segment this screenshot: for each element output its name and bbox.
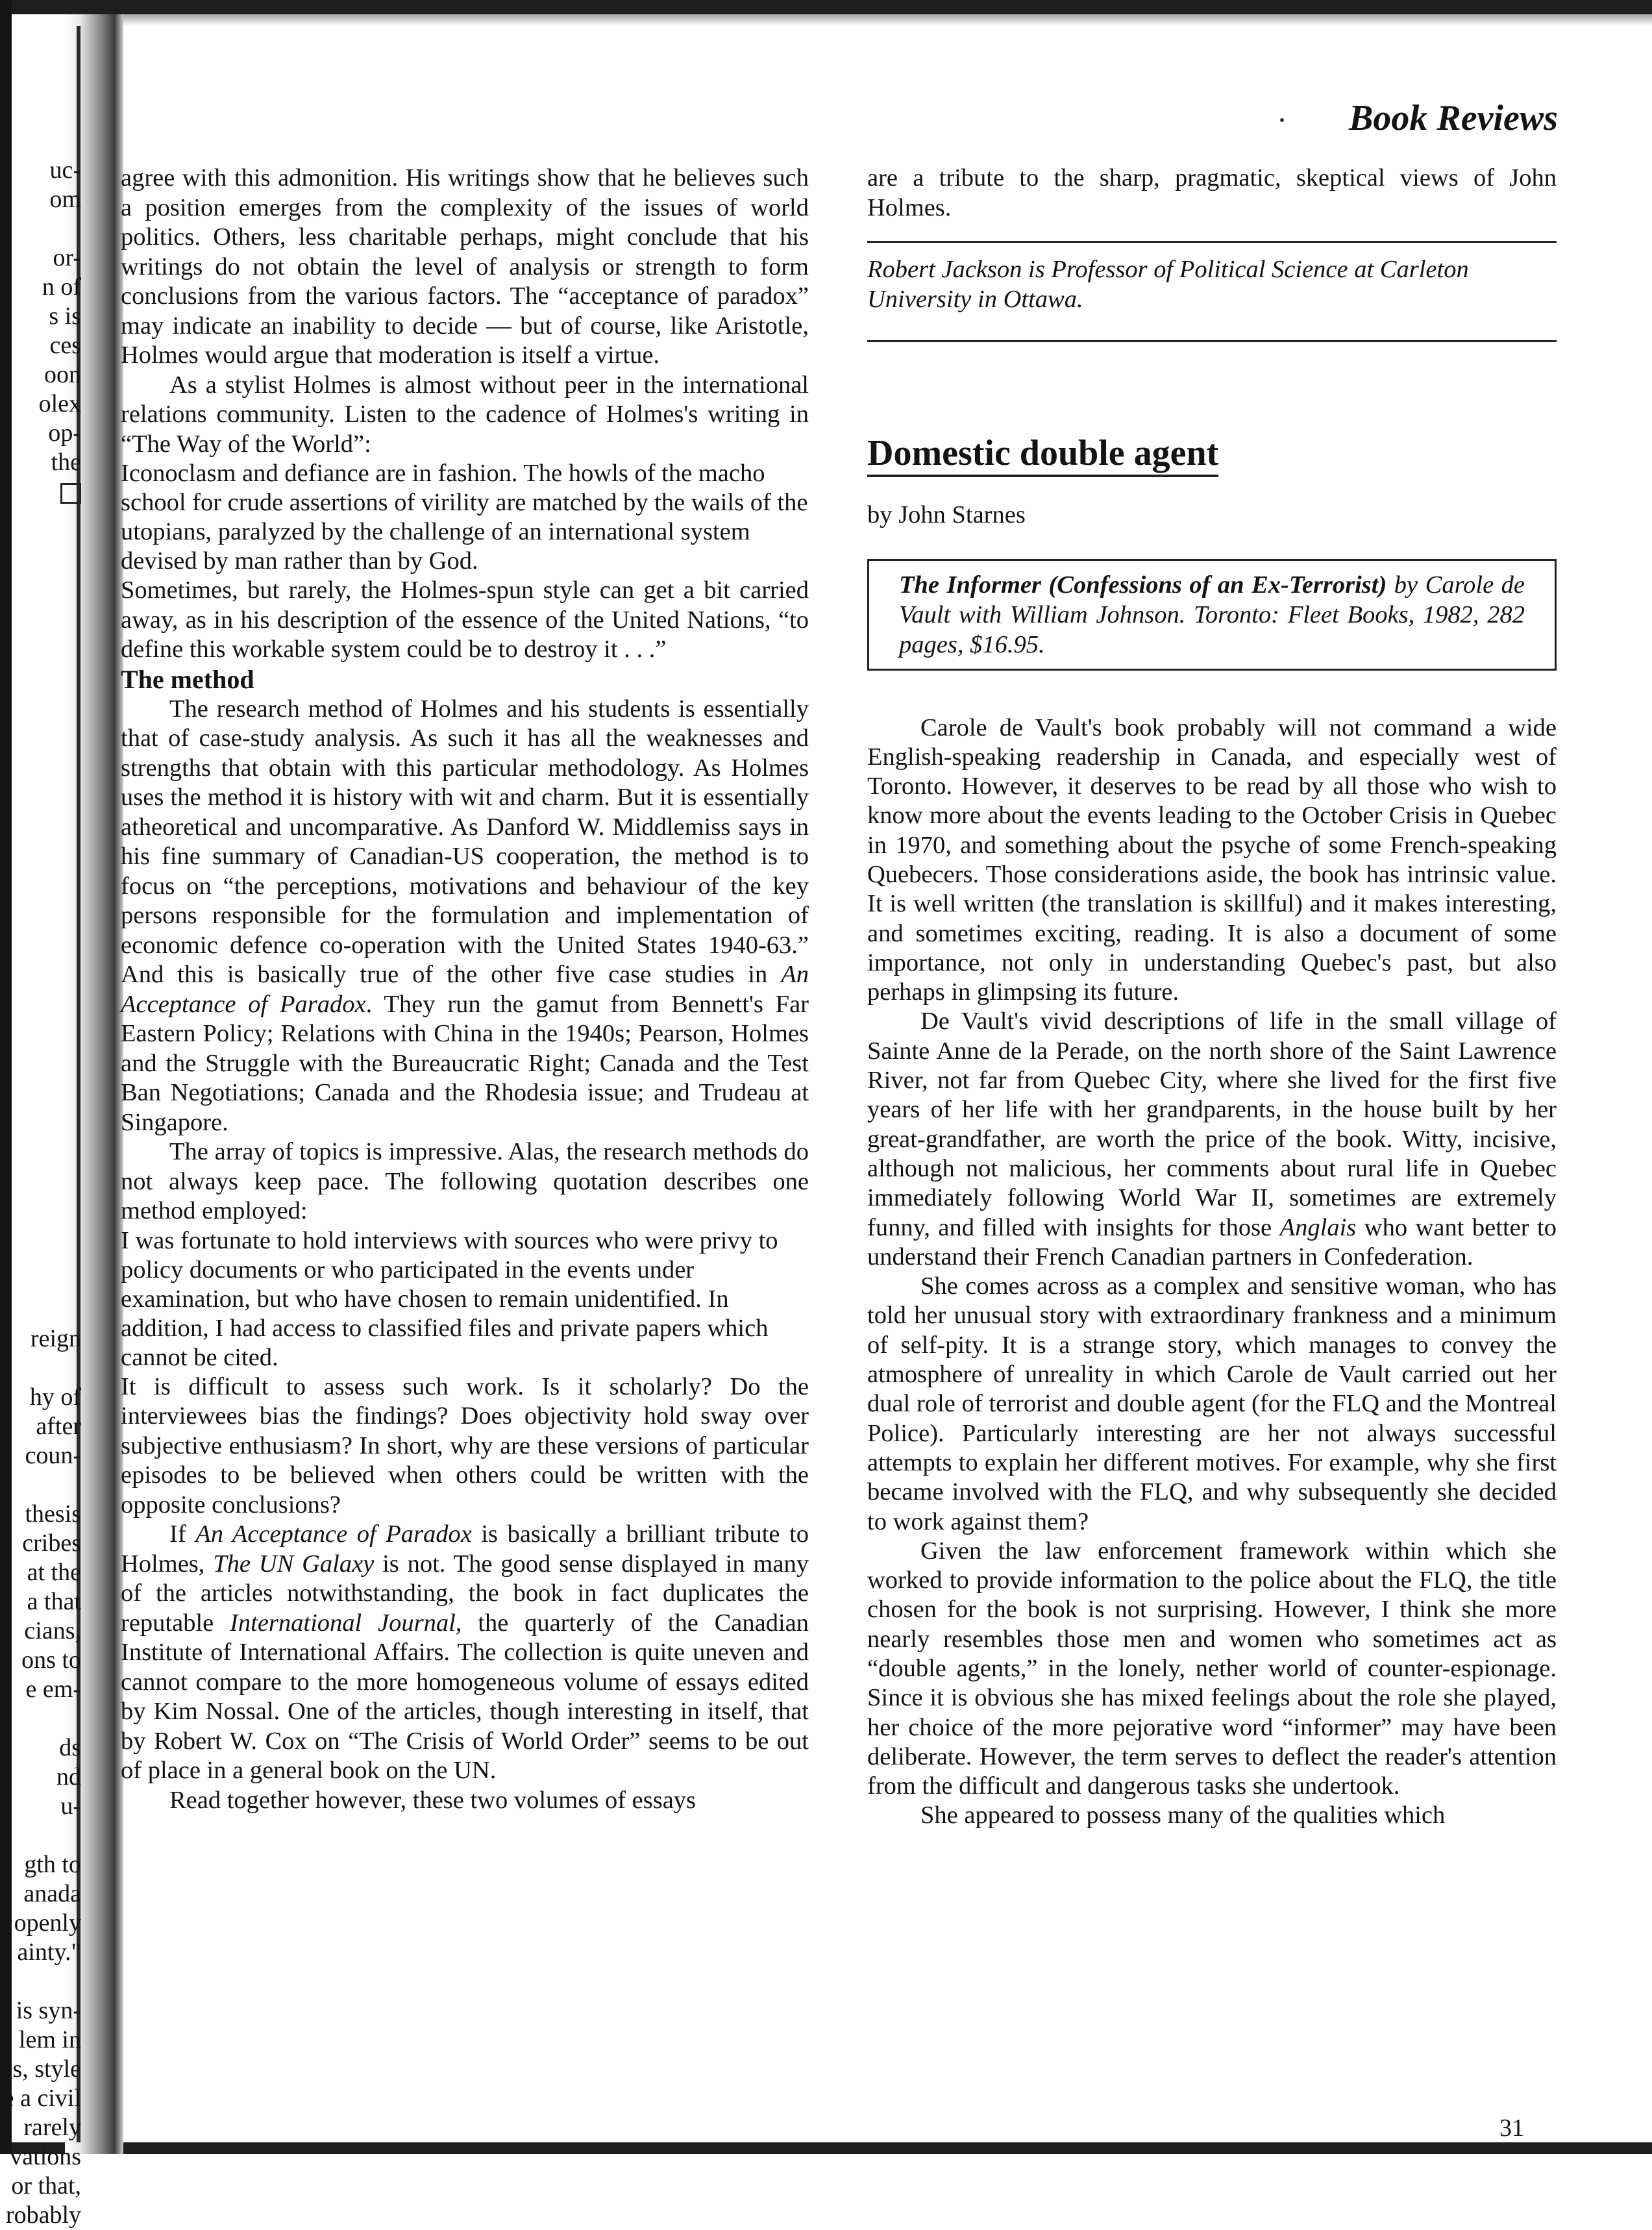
article-title-block <box>867 432 1218 477</box>
prev-page-fragment: op- <box>48 419 81 447</box>
prev-page-fragment: uc- <box>49 156 81 184</box>
prev-page-fragment: lem in <box>18 2026 81 2053</box>
paragraph: The research method of Holmes and his students is essentially that of case-study analysis. As such it has all the weaknesses and strengths that obtain with this particular methodology. As Holmes uses the method it is history with wit and charm. But it is essentially atheoretical and uncomparative. As Danford W. Middlemiss says in his fine summary of Canadian-US cooperation, the method is to focus on “the perceptions, motivations and behaviour of the key persons responsible for the formulation and implementation of economic defence co-operation with the United States 1940-63.” And this is basically true of the other five case studies in An Acceptance of Paradox. They run the gamut from Bennett's Far Eastern Policy; Relations with China in the 1940s; Pearson, Holmes and the Struggle with the Bureaucratic Right; Canada and the Test Ban Negotiations; Canada and the Rhodesia issue; and Trudeau at Singapore. <box>121 695 809 1136</box>
paragraph: De Vault's vivid descriptions of life in the small village of Sainte Anne de la Perade, on the north shore of the Saint Lawrence River, not far from Quebec City, where she lived for the first five years of her life with her grandparents, in the house built by her great-grandfather, are worth the price of the book. Witty, incisive, although not malicious, her comments about rural life in Quebec immediately following World War II, sometimes are extremely funny, and filled with insights for those Anglais who want better to understand their French Canadian partners in Confederation. <box>867 1008 1557 1270</box>
prev-page-fragment <box>0 652 81 682</box>
prev-page-fragment <box>0 565 81 594</box>
book-info-box <box>867 559 1557 671</box>
prev-page-fragment: e em- <box>25 1676 81 1703</box>
prev-page-fragment: om <box>49 186 81 213</box>
prev-page-fragment <box>0 769 81 799</box>
prev-page-fragment <box>0 1061 81 1091</box>
prev-page-fragment: oon <box>44 361 81 388</box>
prev-page-fragment: ons to <box>21 1646 81 1674</box>
prev-page-fragment <box>0 1208 81 1237</box>
paragraph: Carole de Vault's book probably will not command a wide English-speaking readership in Canada, and especially west of Toronto. However, it deserves to be read by all those who wish to know more about the events leading to the October Crisis in Quebec in 1970, and something about the psyche of some French-speaking Quebecers. Those considerations aside, the book has intrinsic value. It is well written (the translation is skillful) and it makes interesting, and sometimes exciting, reading. It is also a document of some importance, not only in understanding Quebec's past, but also perhaps in glimpsing its future. <box>867 713 1557 1006</box>
prev-page-fragment: nd <box>56 1763 81 1790</box>
prev-page-fragment: cians, <box>24 1617 81 1644</box>
prev-page-fragment: hy of <box>29 1383 81 1411</box>
prev-page-fragment <box>0 536 81 565</box>
prev-page-fragment <box>0 828 81 857</box>
prev-page-fragment <box>0 623 81 652</box>
paragraph: It is difficult to assess such work. Is it scholarly? Do the interviewees bias the findings? Does objectivity hold sway over subjective enthusiasm? In short, why are these versions of particular episodes to be believed when others could be written with the opposite conclusions? <box>121 1372 809 1518</box>
prev-page-fragment <box>0 1821 81 1850</box>
prev-page-fragment: the <box>51 449 81 476</box>
paragraph: agree with this admonition. His writings show that he believes such a position emerges from the complexity of the issues of world politics. Others, less charitable perhaps, might conclude that his writings do not obtain the level of analysis or strength to form conclusions from the various factors. The “acceptance of paradox” may indicate an inability to decide — but of course, like Aristotle, Holmes would argue that moderation is itself a virtue. <box>121 164 809 369</box>
prev-page-fragment: openly <box>14 1909 81 1937</box>
prev-page-fragment <box>0 1470 81 1500</box>
article-title: Domestic double agent <box>867 433 1219 473</box>
book-title-emphasis: An Acceptance of Paradox <box>121 961 809 1018</box>
prev-page-fragment <box>0 1120 81 1149</box>
prev-page-fragment: rarely <box>23 2114 81 2141</box>
prev-page-fragment <box>0 974 81 1003</box>
prev-page-fragment: ds <box>59 1734 81 1761</box>
prev-page-fragment <box>0 594 81 623</box>
block-quote: Iconoclasm and defiance are in fashion. The howls of the macho school for crude assertions of virility are matched by the wails of the utopians, paralyzed by the challenge of an international system devised by man rather than by God. <box>121 460 808 575</box>
prev-page-fragment <box>0 711 81 740</box>
prev-page-fragment <box>0 799 81 828</box>
book-details: by Carole de Vault with William Johnson. Toronto: Fleet Books, 1982, 282 pages, $16.95. <box>899 571 1525 658</box>
scan-top-shadow <box>104 14 1652 26</box>
paragraph: As a stylist Holmes is almost without peer in the international relations community. Listen to the cadence of Holmes's writing in “The Way of the World”: <box>121 371 809 458</box>
paragraph: If An Acceptance of Paradox is basically a brilliant tribute to Holmes, The UN Galaxy is not. The good sense displayed in many of the articles notwithstanding, the book in fact duplicates the reputable International Journal, the quarterly of the Canadian Institute of International Affairs. The collection is quite uneven and cannot compare to the more homogeneous volume of essays edited by Kim Nossal. One of the articles, though interesting in itself, that by Robert W. Cox on “The Crisis of World Order” seems to be out of place in a general book on the UN. <box>121 1520 809 1784</box>
previous-page-sliver <box>0 156 81 2229</box>
prev-page-fragment: is syn- <box>16 1997 81 2024</box>
section-header: Book Reviews <box>1349 98 1558 138</box>
paragraph: She comes across as a complex and sensitive woman, who has told her unusual story with extraordinary frankness and a minimum of self-pity. It is a strange story, which manages to convey the atmosphere of unreality in which Carole de Vault carried out her dual role of terrorist and double agent (for the FLQ and the Montreal Police). Particularly interesting are her not always successful attempts to explain her different motives. For example, why she first became involved with the FLQ, and why subsequently she decided to work against them? <box>867 1272 1557 1535</box>
book-title: The Informer (Confessions of an Ex-Terrorist) <box>899 571 1387 599</box>
end-of-article-box-icon <box>0 477 81 506</box>
prev-page-fragment: gth to <box>24 1851 81 1878</box>
prev-page-fragment: ainty." <box>17 1939 81 1966</box>
review-body <box>867 713 1557 1831</box>
prev-page-fragment <box>0 1704 81 1733</box>
prev-page-fragment: u- <box>60 1792 81 1820</box>
section-subhead: The method <box>121 664 254 694</box>
prev-page-fragment: anada <box>23 1880 81 1907</box>
prev-page-fragment: coun- <box>25 1442 81 1469</box>
author-bio: Robert Jackson is Professor of Political Science at Carleton University in Ottawa. <box>867 256 1469 313</box>
block-quote: I was fortunate to hold interviews with sources who were privy to policy documents or who participated in the events under examination, but who have chosen to remain unidentified. In addition, I had access to classified files and private papers which cannot be cited. <box>121 1226 778 1371</box>
prev-page-fragment: or that, <box>11 2172 81 2199</box>
left-column <box>121 164 809 1815</box>
scan-top-edge <box>0 0 1652 14</box>
prev-page-fragment: e a civil <box>3 2085 81 2112</box>
prev-page-fragment: cribes <box>22 1530 81 1557</box>
prev-page-fragment <box>0 1266 81 1295</box>
prev-page-fragment <box>0 1237 81 1266</box>
prev-page-fragment <box>0 1295 81 1324</box>
scan-bottom-edge <box>0 2142 1652 2154</box>
right-column <box>867 164 1557 1831</box>
page-number: 31 <box>1499 2114 1524 2142</box>
prev-page-fragment: at the <box>27 1559 81 1586</box>
prev-page-fragment <box>0 915 81 945</box>
prev-page-fragment <box>0 1032 81 1061</box>
prev-page-fragment <box>0 886 81 915</box>
prev-page-fragment: a that <box>27 1588 81 1615</box>
prev-page-fragment: s, style <box>12 2055 81 2083</box>
prev-page-fragment <box>0 1354 81 1383</box>
prev-page-fragment: s is <box>49 303 81 330</box>
book-title-emphasis: An Acceptance of Paradox <box>195 1520 472 1548</box>
prev-page-fragment <box>0 857 81 886</box>
prev-page-fragment <box>0 945 81 974</box>
prev-page-fragment: olex <box>38 390 81 417</box>
paragraph: Sometimes, but rarely, the Holmes-spun style can get a bit carried away, as in his description of the essence of the United Nations, “to define this workable system could be to destroy it . . .” <box>121 576 809 663</box>
prev-page-fragment <box>0 682 81 711</box>
byline: by John Starnes <box>867 501 1026 528</box>
paragraph: are a tribute to the sharp, pragmatic, skeptical views of John Holmes. <box>867 164 1557 221</box>
title-underline <box>867 475 1218 477</box>
prev-page-fragment <box>0 214 81 243</box>
prev-page-fragment <box>0 1091 81 1120</box>
prev-page-fragment <box>0 1178 81 1208</box>
emphasis: Anglais <box>1279 1213 1357 1241</box>
paragraph: She appeared to possess many of the qualities which <box>920 1802 1446 1829</box>
prev-page-fragment: reign <box>30 1325 81 1352</box>
prev-page-fragment: vations <box>10 2143 81 2170</box>
paragraph: Given the law enforcement framework within which she worked to provide information to the police about the FLQ, the title chosen for the book is not surprising. However, I think she more nearly resembles those men and women who sometimes act as “double agents,” in the lonely, nether world of counter-espionage. Since it is obvious she has mixed feelings about the role she played, her choice of the more pejorative word “informer” may have been deliberate. However, the term serves to deflect the reader's attention from the difficult and dangerous tasks she undertook. <box>867 1537 1557 1800</box>
prev-page-fragment <box>0 1003 81 1032</box>
prev-page-fragment: robably <box>5 2201 81 2229</box>
prev-page-fragment <box>0 1967 81 1996</box>
divider-rule <box>867 241 1557 243</box>
prev-page-fragment: ces <box>49 332 81 359</box>
journal-title-emphasis: International Journal, <box>230 1609 462 1637</box>
book-title-emphasis: The UN Galaxy <box>213 1550 375 1578</box>
divider-rule <box>867 340 1557 342</box>
prev-page-fragment <box>0 506 81 536</box>
prev-page-fragment <box>0 1149 81 1178</box>
prev-page-fragment: n of <box>42 273 81 301</box>
paragraph: Read together however, these two volumes of essays <box>169 1786 697 1814</box>
prev-page-fragment: thesis <box>25 1500 81 1528</box>
prev-page-fragment <box>0 740 81 769</box>
paragraph: The array of topics is impressive. Alas, the research methods do not always keep pace. The following quotation describes one method employed: <box>121 1138 809 1224</box>
prev-page-fragment: after <box>36 1413 81 1440</box>
prev-page-fragment: or- <box>53 244 81 271</box>
